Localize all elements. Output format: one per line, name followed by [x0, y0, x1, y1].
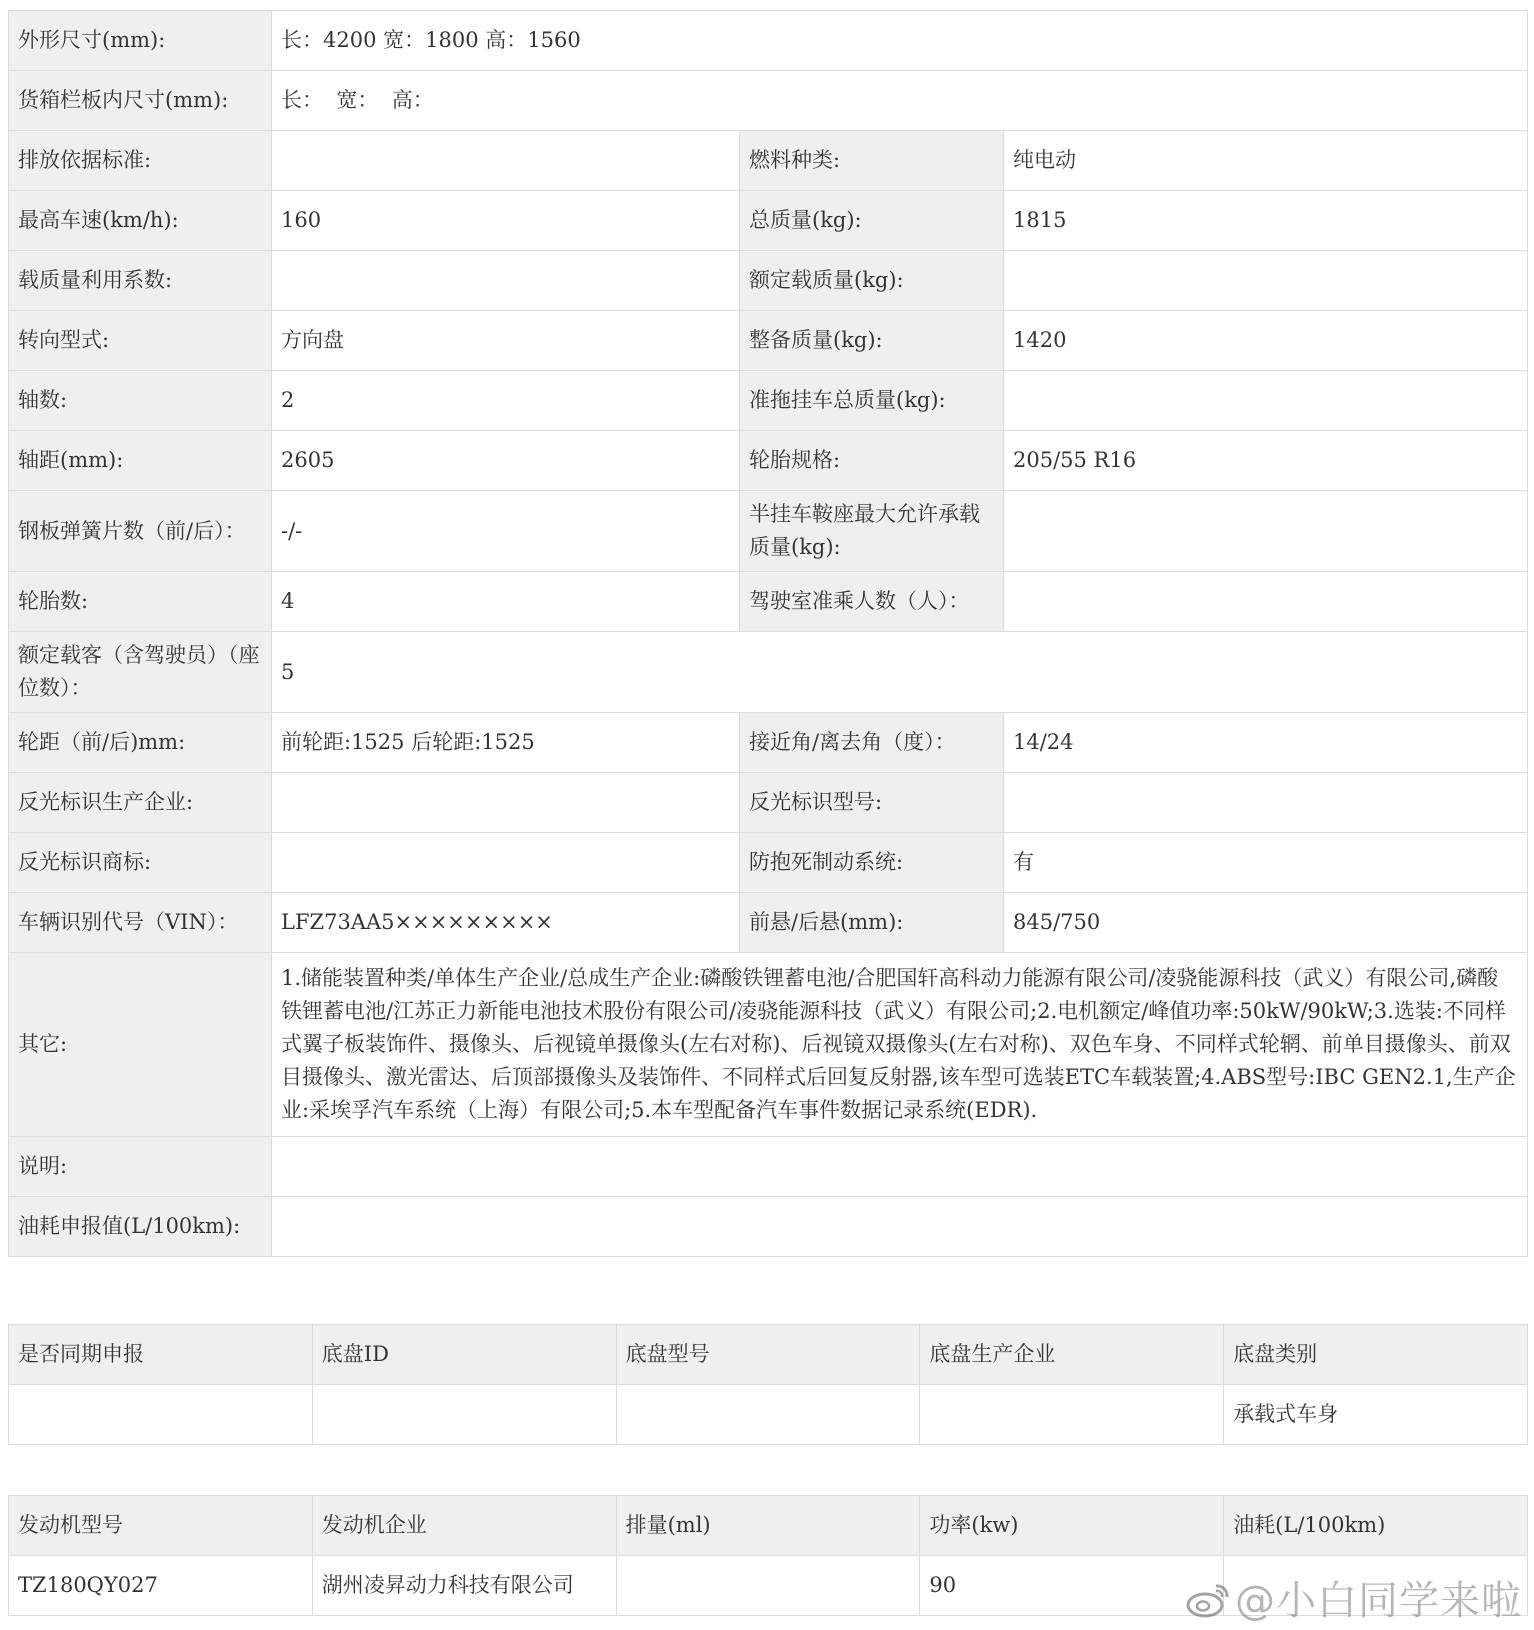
vehicle-spec-table — [8, 10, 1528, 1257]
value-curb-mass: 1420 — [1004, 311, 1528, 371]
label-curb-mass: 整备质量(kg): — [740, 311, 1004, 371]
chassis-cell-concurrent — [9, 1385, 313, 1445]
spec-row-other — [9, 953, 1528, 1137]
spec-row-spring — [9, 491, 1528, 572]
value-vin: LFZ73AA5××××××××× — [272, 893, 740, 953]
chassis-cell-model — [616, 1385, 920, 1445]
label-rated-load: 额定载质量(kg): — [740, 251, 1004, 311]
chassis-header-manufacturer: 底盘生产企业 — [920, 1325, 1224, 1385]
label-max-speed: 最高车速(km/h): — [9, 191, 272, 251]
value-fuel: 纯电动 — [1004, 131, 1528, 191]
engine-cell-model: TZ180QY027 — [9, 1556, 313, 1616]
chassis-header-id: 底盘ID — [312, 1325, 616, 1385]
label-tire-spec: 轮胎规格: — [740, 431, 1004, 491]
spec-row-note — [9, 1137, 1528, 1197]
value-saddle-load — [1004, 491, 1528, 572]
value-cab-seats — [1004, 572, 1528, 632]
engine-header-manufacturer: 发动机企业 — [312, 1496, 616, 1556]
value-reflect-model — [1004, 773, 1528, 833]
spec-row-reflect-mfr — [9, 773, 1528, 833]
label-note: 说明: — [9, 1137, 272, 1197]
spec-row-track — [9, 713, 1528, 773]
label-consumption: 油耗申报值(L/100km): — [9, 1197, 272, 1257]
label-vin: 车辆识别代号（VIN）： — [9, 893, 272, 953]
label-emission: 排放依据标准: — [9, 131, 272, 191]
label-fuel: 燃料种类: — [740, 131, 1004, 191]
value-approach-angle: 14/24 — [1004, 713, 1528, 773]
value-abs: 有 — [1004, 833, 1528, 893]
engine-header-row — [9, 1496, 1528, 1556]
value-load-coef — [272, 251, 740, 311]
value-consumption — [272, 1197, 1528, 1257]
value-axles: 2 — [272, 371, 740, 431]
label-reflect-model: 反光标识型号: — [740, 773, 1004, 833]
chassis-header-model: 底盘型号 — [616, 1325, 920, 1385]
value-spring-leaves: -/- — [272, 491, 740, 572]
weibo-logo-icon — [1185, 1580, 1231, 1620]
value-reflect-brand — [272, 833, 740, 893]
spec-row-axles — [9, 371, 1528, 431]
label-reflect-brand: 反光标识商标: — [9, 833, 272, 893]
value-wheelbase: 2605 — [272, 431, 740, 491]
spec-row-load — [9, 251, 1528, 311]
value-other: 1.储能装置种类/单体生产企业/总成生产企业:磷酸铁锂蓄电池/合肥国轩高科动力能源有限公司/凌骁能源科技（武义）有限公司,磷酸铁锂蓄电池/江苏正力新能电池技术股份有限公司/凌骁能源科技（武义）有限公司;2.电机额定/峰值功率:50kW/90kW;3.选装:不同样式翼子板装饰件、摄像头、后视镜单摄像头(左右对称)、后视镜双摄像头(左右对称)、双色车身、不同样式轮辋、前单目摄像头、前双目摄像头、激光雷达、后顶部摄像头及装饰件、不同样式后回复反射器,该车型可选装ETC车载装置;4.ABS型号:IBC GEN2.1,生产企业:采埃孚汽车系统（上海）有限公司;5.本车型配备汽车事件数据记录系统(EDR). — [272, 953, 1528, 1137]
engine-header-displacement: 排量(ml) — [616, 1496, 920, 1556]
value-overhang: 845/750 — [1004, 893, 1528, 953]
label-track: 轮距（前/后)mm: — [9, 713, 272, 773]
label-wheelbase: 轴距(mm): — [9, 431, 272, 491]
label-spring-leaves: 钢板弹簧片数（前/后）： — [9, 491, 272, 572]
engine-header-consumption: 油耗(L/100km) — [1224, 1496, 1528, 1556]
value-dimensions: 长：4200 宽：1800 高：1560 — [272, 11, 1528, 71]
chassis-header-concurrent: 是否同期申报 — [9, 1325, 313, 1385]
label-steering: 转向型式: — [9, 311, 272, 371]
value-note — [272, 1137, 1528, 1197]
value-tire-count: 4 — [272, 572, 740, 632]
chassis-cell-manufacturer — [920, 1385, 1224, 1445]
label-saddle-load: 半挂车鞍座最大允许承载质量(kg): — [740, 491, 1004, 572]
label-dimensions: 外形尺寸(mm): — [9, 11, 272, 71]
spec-row-tires — [9, 572, 1528, 632]
spec-row-consumption — [9, 1197, 1528, 1257]
spec-row-dimensions — [9, 11, 1528, 71]
label-total-mass: 总质量(kg): — [740, 191, 1004, 251]
watermark — [1185, 1569, 1522, 1626]
chassis-cell-id — [312, 1385, 616, 1445]
table-row — [9, 1385, 1528, 1445]
label-overhang: 前悬/后悬(mm): — [740, 893, 1004, 953]
value-trailer-mass — [1004, 371, 1528, 431]
label-passengers: 额定载客（含驾驶员）（座位数）： — [9, 632, 272, 713]
value-passengers: 5 — [272, 632, 1528, 713]
engine-cell-manufacturer: 湖州凌昇动力科技有限公司 — [312, 1556, 616, 1616]
label-other: 其它: — [9, 953, 272, 1137]
label-approach-angle: 接近角/离去角（度）： — [740, 713, 1004, 773]
chassis-table — [8, 1324, 1528, 1445]
spec-row-speed — [9, 191, 1528, 251]
spec-row-passengers — [9, 632, 1528, 713]
label-abs: 防抱死制动系统: — [740, 833, 1004, 893]
spec-row-vin — [9, 893, 1528, 953]
spec-row-cargo — [9, 71, 1528, 131]
label-cab-seats: 驾驶室准乘人数（人）： — [740, 572, 1004, 632]
watermark-text: @小白同学来啦 — [1235, 1578, 1522, 1624]
label-cargo-box: 货箱栏板内尺寸(mm): — [9, 71, 272, 131]
spec-row-reflect-brand — [9, 833, 1528, 893]
engine-header-power: 功率(kw) — [920, 1496, 1224, 1556]
spec-row-steering — [9, 311, 1528, 371]
spec-row-wheelbase — [9, 431, 1528, 491]
value-reflect-mfr — [272, 773, 740, 833]
chassis-header-category: 底盘类别 — [1224, 1325, 1528, 1385]
chassis-cell-category: 承载式车身 — [1224, 1385, 1528, 1445]
value-cargo-box: 长： 宽： 高： — [272, 71, 1528, 131]
value-emission — [272, 131, 740, 191]
label-reflect-mfr: 反光标识生产企业: — [9, 773, 272, 833]
value-steering: 方向盘 — [272, 311, 740, 371]
value-rated-load — [1004, 251, 1528, 311]
spec-row-emission — [9, 131, 1528, 191]
value-tire-spec: 205/55 R16 — [1004, 431, 1528, 491]
value-track: 前轮距:1525 后轮距:1525 — [272, 713, 740, 773]
engine-header-model: 发动机型号 — [9, 1496, 313, 1556]
label-load-coef: 载质量利用系数: — [9, 251, 272, 311]
label-trailer-mass: 准拖挂车总质量(kg): — [740, 371, 1004, 431]
engine-cell-power: 90 — [920, 1556, 1224, 1616]
label-tire-count: 轮胎数: — [9, 572, 272, 632]
value-max-speed: 160 — [272, 191, 740, 251]
value-total-mass: 1815 — [1004, 191, 1528, 251]
label-axles: 轴数: — [9, 371, 272, 431]
engine-cell-displacement — [616, 1556, 920, 1616]
chassis-header-row — [9, 1325, 1528, 1385]
